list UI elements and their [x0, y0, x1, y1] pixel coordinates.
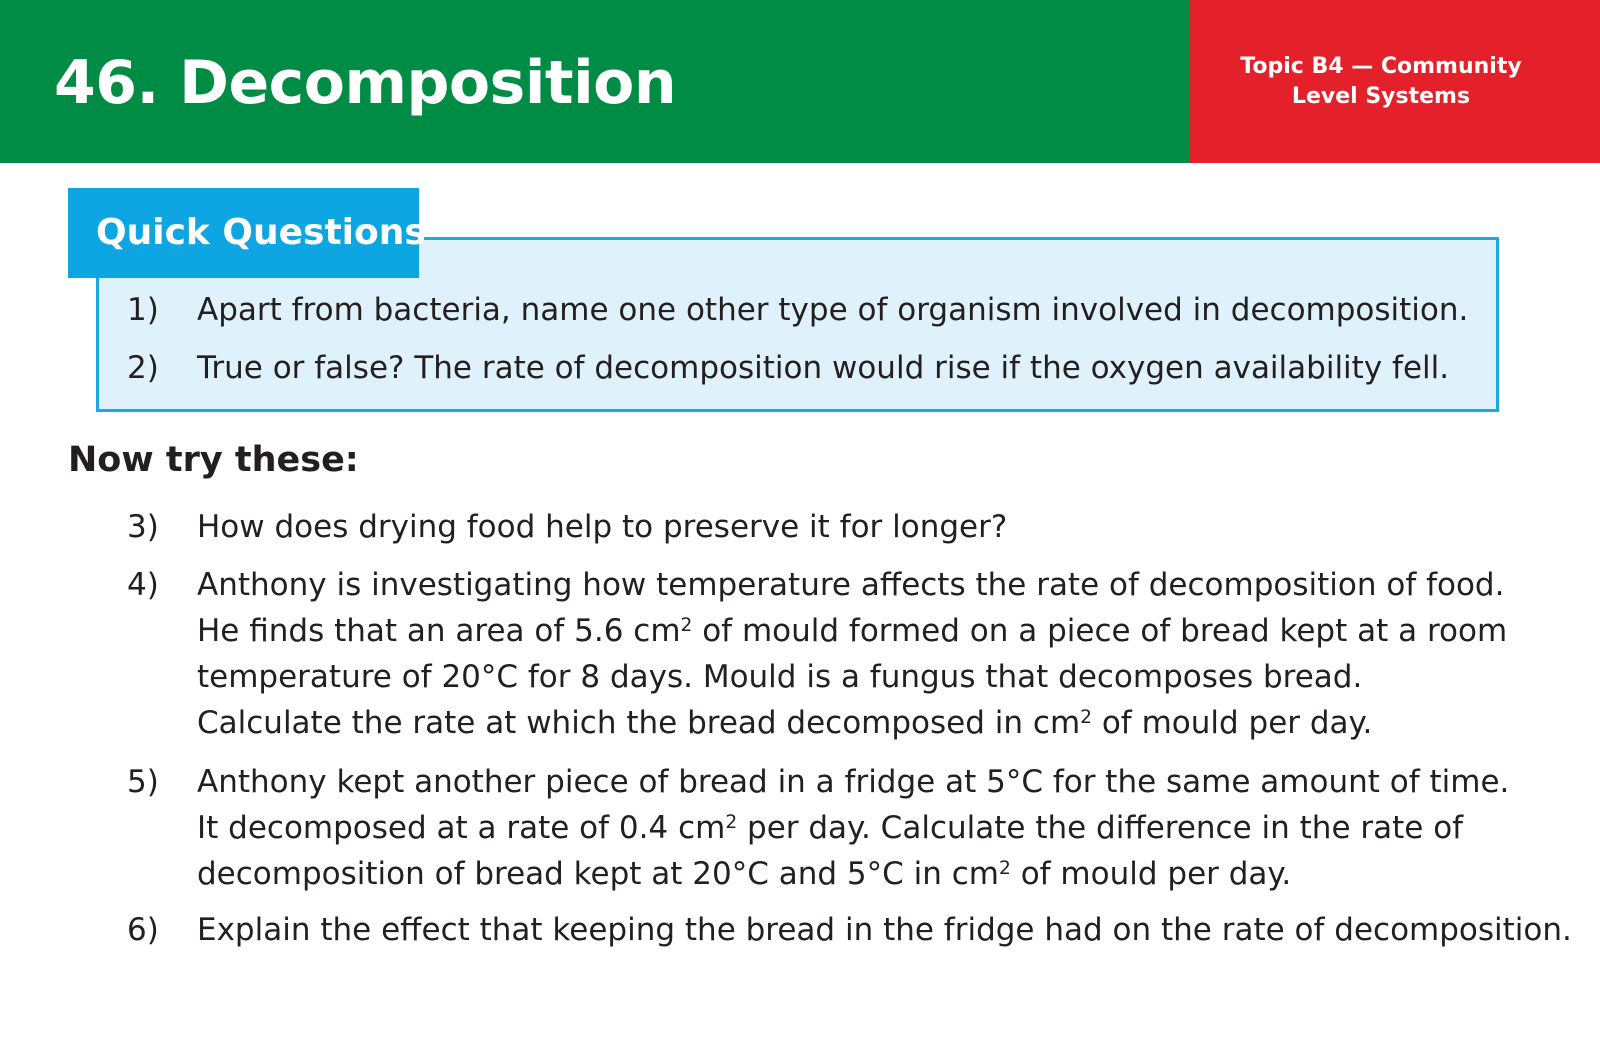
topic-line-1: Topic B4 — Community: [1240, 54, 1522, 79]
question-text: [197, 759, 1509, 897]
question-line: True or false? The rate of decomposition would rise if the oxygen availability fell.: [197, 350, 1450, 386]
question-line: decomposition of bread kept at 20°C and 5°C in $cm^2$ of mould per day.: [197, 856, 1292, 892]
quick-questions-tab: [68, 188, 426, 278]
question-line: temperature of 20°C for 8 days. Mould is a fungus that decomposes bread.: [197, 659, 1363, 695]
page-title: 46. Decomposition: [54, 48, 677, 118]
now-try-heading: Now try these:: [68, 440, 359, 480]
question-number: 2): [127, 350, 159, 386]
question-line: Anthony kept another piece of bread in a fridge at 5°C for the same amount of time.: [197, 764, 1510, 800]
question-text: [197, 345, 1449, 391]
question-line: Calculate the rate at which the bread decomposed in $cm^2$ of mould per day.: [197, 705, 1373, 741]
question-text: [197, 287, 1468, 333]
topic-badge: [1190, 0, 1600, 163]
question-text: [197, 504, 1007, 550]
header-band: [0, 0, 1600, 163]
topic-label: [1190, 52, 1572, 112]
question-line: Explain the effect that keeping the bread in the fridge had on the rate of decomposition.: [197, 912, 1572, 948]
question-line: Anthony is investigating how temperature affects the rate of decomposition of food.: [197, 567, 1505, 603]
question-number: 6): [127, 912, 159, 948]
question-number: 1): [127, 292, 159, 328]
question-text: [197, 562, 1507, 746]
question-number: 5): [127, 764, 159, 800]
question-number: 4): [127, 567, 159, 603]
quick-questions-heading: Quick Questions: [96, 212, 426, 253]
question-line: It decomposed at a rate of 0.4 $cm^2$ per day. Calculate the difference in the rate of: [197, 810, 1464, 846]
question-line: Apart from bacteria, name one other type of organism involved in decomposition.: [197, 292, 1469, 328]
topic-line-2: Level Systems: [1291, 84, 1471, 109]
question-line: He finds that an area of 5.6 $cm^2$ of mould formed on a piece of bread kept at a room: [197, 613, 1508, 649]
question-line: How does drying food help to preserve it for longer?: [197, 509, 1008, 545]
question-text: [197, 907, 1572, 953]
question-number: 3): [127, 509, 159, 545]
